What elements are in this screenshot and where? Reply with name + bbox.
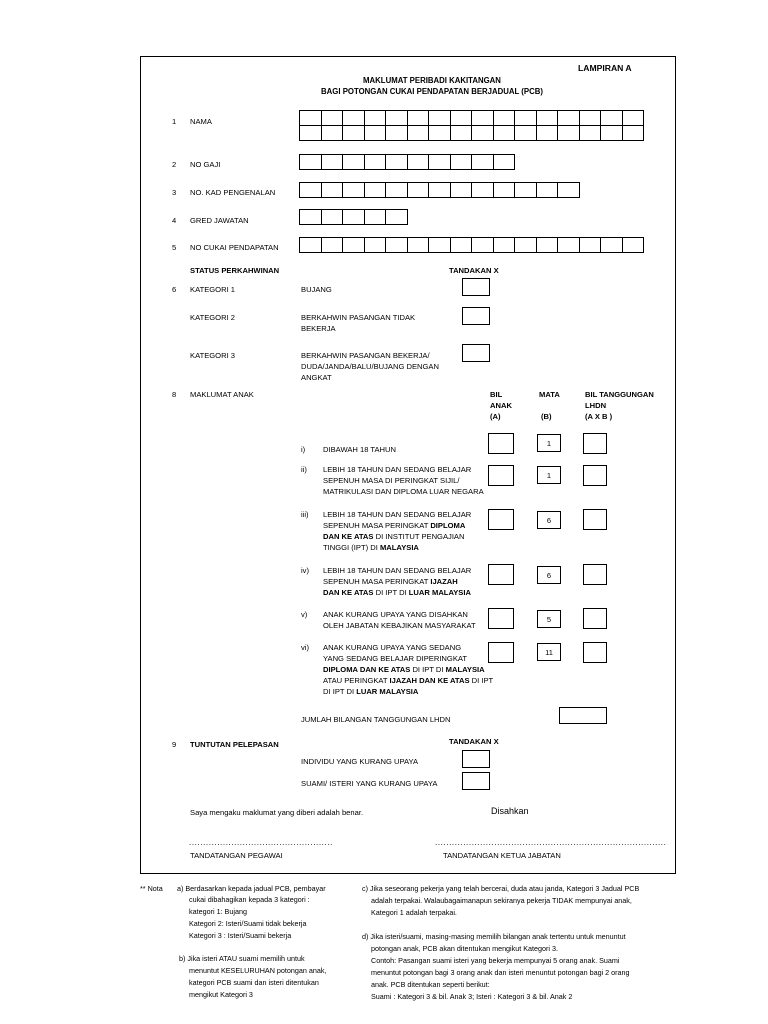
field-num-6: 6 (172, 285, 177, 294)
kategori-3-desc-l2: DUDA/JANDA/BALU/BUJANG DENGAN (301, 362, 439, 371)
tuntutan-pelepasan-heading: TUNTUTAN PELEPASAN (190, 740, 279, 749)
child-row-text: ANAK KURANG UPAYA YANG DISAHKAN (323, 610, 468, 619)
child-row-text: DI IPT DI LUAR MALAYSIA (323, 687, 419, 696)
child-row-roman: vi) (301, 643, 310, 652)
note-c-line: c) Jika seseorang pekerja yang telah bercerai, duda atau janda, Kategori 3 Jadual PCB (362, 884, 640, 893)
kategori-3-checkbox[interactable] (462, 344, 490, 362)
child-row-roman: i) (301, 445, 306, 454)
note-b-line: b) Jika isteri ATAU suami memilih untuk (179, 954, 305, 963)
note-a-line: Kategori 3 : Isteri/Suami bekerja (189, 931, 292, 940)
note-a-line: Kategori 2: Isteri/Suami tidak bekerja (189, 919, 307, 928)
note-d-line: Contoh: Pasangan suami isteri yang bekerja mempunyai 5 orang anak. Suami (371, 956, 620, 965)
child-row-text: MATRIKULASI DAN DIPLOMA LUAR NEGARA (323, 487, 484, 496)
child-row-text: DIPLOMA DAN KE ATAS DI IPT DI MALAYSIA (323, 665, 485, 674)
disahkan-label: Disahkan (491, 806, 529, 816)
note-b-line: menuntut KESELURUHAN potongan anak, (189, 966, 327, 975)
bil-anak-input[interactable] (488, 433, 514, 454)
note-d-line: potongan anak, PCB akan ditentukan mengikut Kategori 3. (371, 944, 559, 953)
kategori-1-checkbox[interactable] (462, 278, 490, 296)
field-label-kad-pengenalan: NO. KAD PENGENALAN (190, 188, 276, 197)
kategori-3-desc-l1: BERKAHWIN PASANGAN BEKERJA/ (301, 351, 430, 360)
col-mata-l1: MATA (539, 390, 560, 399)
nota-marker: ** Nota (140, 884, 163, 893)
child-row-text: ATAU PERINGKAT IJAZAH DAN KE ATAS DI IPT (323, 676, 494, 685)
relief-pasangan-checkbox[interactable] (462, 772, 490, 790)
relief-individu-checkbox[interactable] (462, 750, 490, 768)
note-a-line: cukai dibahagikan kepada 3 kategori : (189, 895, 310, 904)
field-num-3: 3 (172, 188, 177, 197)
kategori-3-label: KATEGORI 3 (190, 351, 236, 360)
tanggungan-input[interactable] (583, 608, 607, 629)
nama-grid-row2[interactable] (299, 125, 644, 141)
note-a-line: a) Berdasarkan kepada jadual PCB, pembayar (177, 884, 326, 893)
kad-pengenalan-grid[interactable] (299, 182, 580, 198)
sign-label-pegawai: TANDATANGAN PEGAWAI (190, 851, 283, 860)
kategori-3-desc-l3: ANGKAT (301, 373, 332, 382)
bil-anak-input[interactable] (488, 509, 514, 530)
lampiran-label: LAMPIRAN A (578, 63, 632, 73)
bil-anak-input[interactable] (488, 642, 514, 663)
tanggungan-input[interactable] (583, 509, 607, 530)
col-bil-anak-l2: ANAK (490, 401, 512, 410)
tanggungan-input[interactable] (583, 642, 607, 663)
mata-value: 11 (537, 643, 561, 661)
child-row-roman: ii) (301, 465, 307, 474)
signature-line-pegawai: ................................................... (189, 838, 333, 847)
child-row-text: LEBIH 18 TAHUN DAN SEDANG BELAJAR (323, 510, 472, 519)
field-num-4: 4 (172, 216, 177, 225)
note-d-line: anak. PCB ditentukan seperti berikut: (371, 980, 490, 989)
no-gaji-grid[interactable] (299, 154, 515, 170)
field-label-no-cukai: NO CUKAI PENDAPATAN (190, 243, 279, 252)
col-bil-anak-l1: BIL (490, 390, 503, 399)
jumlah-tanggungan-label: JUMLAH BILANGAN TANGGUNGAN LHDN (301, 715, 451, 724)
relief-tick-label: TANDAKAN X (449, 737, 499, 746)
declaration-statement: Saya mengaku maklumat yang diberi adalah benar. (190, 808, 364, 817)
child-row-text: DAN KE ATAS DI IPT DI LUAR MALAYSIA (323, 588, 471, 597)
mata-value: 5 (537, 610, 561, 628)
mata-value: 6 (537, 511, 561, 529)
tanggungan-input[interactable] (583, 433, 607, 454)
child-row-text: LEBIH 18 TAHUN DAN SEDANG BELAJAR (323, 465, 472, 474)
maklumat-anak-label: MAKLUMAT ANAK (190, 390, 254, 399)
child-row-text: TINGGI (IPT) DI MALAYSIA (323, 543, 419, 552)
bil-anak-input[interactable] (488, 465, 514, 486)
child-row-roman: iii) (301, 510, 309, 519)
note-d-line: Suami : Kategori 3 & bil. Anak 3; Isteri : Kategori 3 & bil. Anak 2 (371, 992, 573, 1001)
tanggungan-input[interactable] (583, 564, 607, 585)
child-row-text: SEPENUH MASA DI PERINGKAT SIJIL/ (323, 476, 460, 485)
field-label-no-gaji: NO GAJI (190, 160, 221, 169)
child-row-roman: iv) (301, 566, 310, 575)
kategori-2-label: KATEGORI 2 (190, 313, 236, 322)
gred-jawatan-grid[interactable] (299, 209, 408, 225)
note-b-line: mengikut Kategori 3 (189, 990, 253, 999)
field-num-2: 2 (172, 160, 177, 169)
note-d-line: menuntut potongan bagi 3 orang anak dan isteri menuntut potongan bagi 2 orang (371, 968, 630, 977)
marital-tick-label: TANDAKAN X (449, 266, 499, 275)
kategori-1-label: KATEGORI 1 (190, 285, 236, 294)
note-a-line: kategori 1: Bujang (189, 907, 247, 916)
mata-value: 1 (537, 434, 561, 452)
col-mata-l2: (B) (541, 412, 552, 421)
child-row-text: OLEH JABATAN KEBAJIKAN MASYARAKAT (323, 621, 476, 630)
mata-value: 6 (537, 566, 561, 584)
nama-grid-row1[interactable] (299, 110, 644, 126)
child-row-text: ANAK KURANG UPAYA YANG SEDANG (323, 643, 462, 652)
note-c-line: adalah terpakai. Walaubagaimanapun sekiranya pekerja TIDAK mempunyai anak, (371, 896, 632, 905)
child-row-text: DIBAWAH 18 TAHUN (323, 445, 396, 454)
relief-item-individu: INDIVIDU YANG KURANG UPAYA (301, 757, 419, 766)
field-label-nama: NAMA (190, 117, 212, 126)
relief-item-pasangan: SUAMI/ ISTERI YANG KURANG UPAYA (301, 779, 438, 788)
kategori-2-desc-l2: BEKERJA (301, 324, 336, 333)
tanggungan-input[interactable] (583, 465, 607, 486)
col-tanggungan-l1: BIL TANGGUNGAN (585, 390, 654, 399)
child-row-text: LEBIH 18 TAHUN DAN SEDANG BELAJAR (323, 566, 472, 575)
form-title-line2: BAGI POTONGAN CUKAI PENDAPATAN BERJADUAL (PCB) (321, 87, 543, 96)
field-num-9: 9 (172, 740, 177, 749)
field-label-gred-jawatan: GRED JAWATAN (190, 216, 249, 225)
col-tanggungan-l2: LHDN (585, 401, 607, 410)
kategori-2-checkbox[interactable] (462, 307, 490, 325)
marital-status-heading: STATUS PERKAHWINAN (190, 266, 280, 275)
bil-anak-input[interactable] (488, 608, 514, 629)
kategori-2-desc-l1: BERKAHWIN PASANGAN TIDAK (301, 313, 416, 322)
no-cukai-grid[interactable] (299, 237, 644, 253)
jumlah-tanggungan-input[interactable] (559, 707, 607, 724)
col-tanggungan-l3: (A X B ) (585, 412, 613, 421)
sign-label-ketua: TANDATANGAN KETUA JABATAN (443, 851, 561, 860)
field-num-1: 1 (172, 117, 177, 126)
note-d-line: d) Jika isteri/suami, masing-masing memilih bilangan anak tertentu untuk menuntut (362, 932, 626, 941)
note-c-line: Kategori 1 adalah terpakai. (371, 908, 457, 917)
col-bil-anak-l3: (A) (490, 412, 501, 421)
child-row-text: YANG SEDANG BELAJAR DIPERINGKAT (323, 654, 468, 663)
form-title-line1: MAKLUMAT PERIBADI KAKITANGAN (363, 76, 501, 85)
note-b-line: kategori PCB suami dan isteri ditentukan (189, 978, 319, 987)
child-row-text: SEPENUH MASA PERINGKAT IJAZAH (323, 577, 458, 586)
kategori-1-desc: BUJANG (301, 285, 332, 294)
child-row-text: SEPENUH MASA PERINGKAT DIPLOMA (323, 521, 466, 530)
field-num-8: 8 (172, 390, 177, 399)
child-row-text: DAN KE ATAS DI INSTITUT PENGAJIAN (323, 532, 465, 541)
bil-anak-input[interactable] (488, 564, 514, 585)
field-num-5: 5 (172, 243, 177, 252)
mata-value: 1 (537, 466, 561, 484)
signature-line-ketua: .................................................................................. (435, 838, 667, 847)
child-row-roman: v) (301, 610, 308, 619)
